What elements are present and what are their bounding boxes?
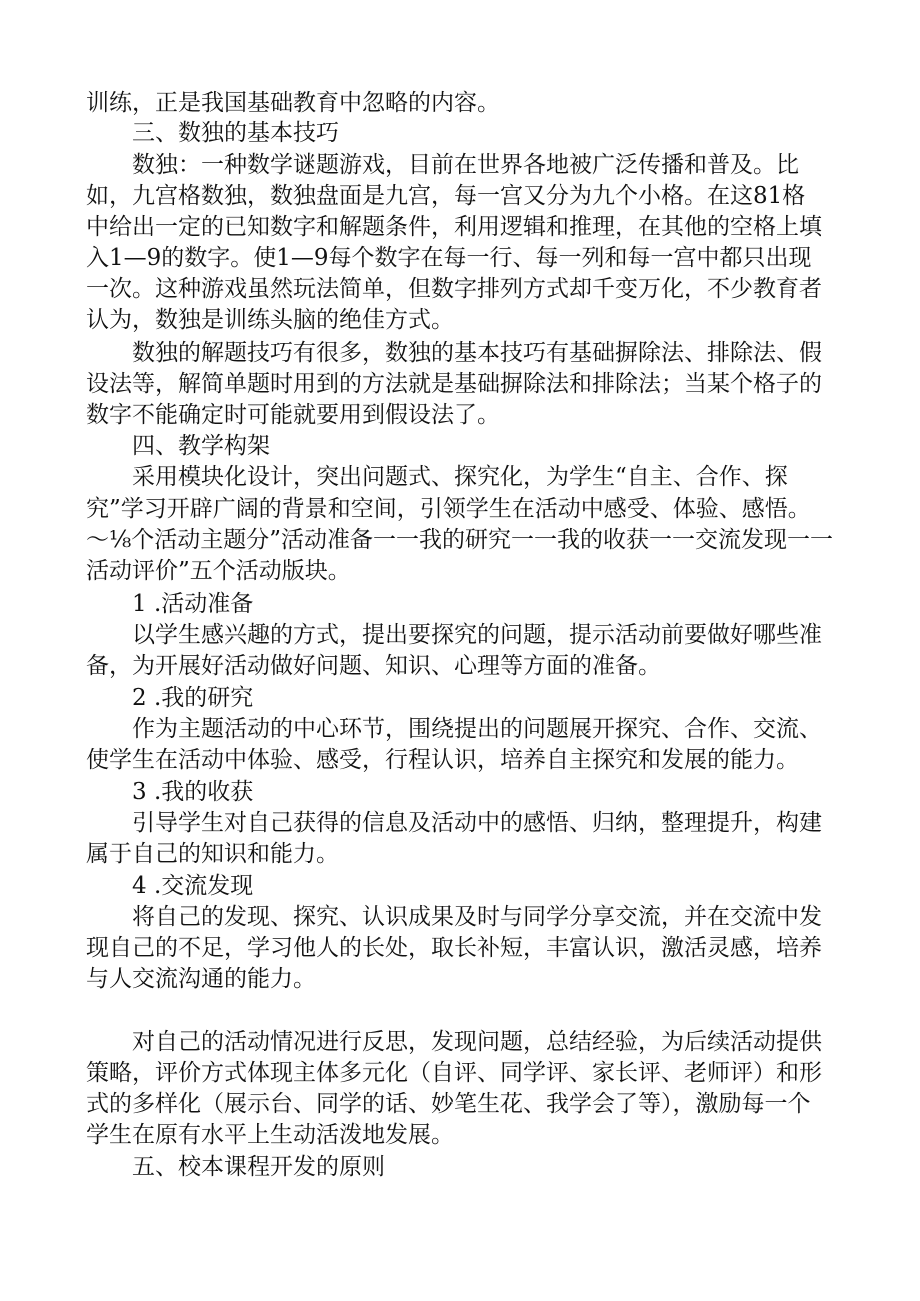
item2-heading: 2 .我的研究 <box>132 685 254 711</box>
item3-body-line-1: 引导学生对自己获得的信息及活动中的感悟、归纳，整理提升，构建 <box>132 810 822 836</box>
section4-heading: 四、教学构架 <box>132 433 270 459</box>
item3-body-line-2: 属于自己的知识和能力。 <box>86 841 339 867</box>
item2-body-line-2: 使学生在活动中体验、感受，行程认识，培养自主探究和发展的能力。 <box>86 747 799 773</box>
section3-p1-line-3: 中给出一定的已知数字和解题条件，利用逻辑和推理，在其他的空格上填 <box>86 214 822 240</box>
section3-heading: 三、数独的基本技巧 <box>132 120 339 146</box>
item1-heading: 1 .活动准备 <box>132 591 254 617</box>
item2-body-line-1: 作为主题活动的中心环节，围绕提出的问题展开探究、合作、交流、 <box>132 716 822 742</box>
item3-heading: 3 .我的收获 <box>132 779 254 805</box>
item5-body-line-4: 学生在原有水平上生动活泼地发展。 <box>86 1122 454 1148</box>
section3-p2-line-3: 数字不能确定时可能就要用到假设法了。 <box>86 402 500 428</box>
item4-body-line-1: 将自己的发现、探究、认识成果及时与同学分享交流，并在交流中发 <box>132 904 822 930</box>
item5-body-line-1: 对自己的活动情况进行反思，发现问题，总结经验，为后续活动提供 <box>132 1029 822 1055</box>
item5-body-line-2: 策略，评价方式体现主体多元化（自评、同学评、家长评、老师评）和形 <box>86 1060 822 1086</box>
section3-p1-line-5: 一次。这种游戏虽然玩法简单，但数字排列方式却千变万化，不少教育者 <box>86 276 822 302</box>
item1-body-line-2: 备，为开展好活动做好问题、知识、心理等方面的准备。 <box>86 653 661 679</box>
section4-p1-line-4: 活动评价”五个活动版块。 <box>86 558 351 584</box>
item4-body-line-3: 与人交流沟通的能力。 <box>86 966 316 992</box>
item5-body-line-3: 式的多样化（展示台、同学的话、妙笔生花、我学会了等），激励每一个 <box>86 1091 811 1117</box>
section4-p1-line-3: ～⅛个活动主题分”活动准备一一我的研究一一我的收获一一交流发现一一 <box>86 527 834 553</box>
section4-p1-line-2: 究”学习开辟广阔的背景和空间，引领学生在活动中感受、体验、感悟。 <box>86 496 811 522</box>
section3-p1-line-1: 数独：一种数学谜题游戏，目前在世界各地被广泛传播和普及。比 <box>132 152 799 178</box>
intro-tail-line: 训练，正是我国基础教育中忽略的内容。 <box>86 90 500 116</box>
section3-p2-line-1: 数独的解题技巧有很多，数独的基本技巧有基础摒除法、排除法、假 <box>132 340 822 366</box>
item1-body-line-1: 以学生感兴趣的方式，提出要探究的问题，提示活动前要做好哪些准 <box>132 622 822 648</box>
section5-heading: 五、校本课程开发的原则 <box>132 1154 385 1180</box>
section3-p2-line-2: 设法等，解简单题时用到的方法就是基础摒除法和排除法；当某个格子的 <box>86 371 822 397</box>
section3-p1-line-6: 认为，数独是训练头脑的绝佳方式。 <box>86 307 454 333</box>
item4-body-line-2: 现自己的不足，学习他人的长处，取长补短，丰富认识，激活灵感，培养 <box>86 935 822 961</box>
item4-heading: 4 .交流发现 <box>132 873 254 899</box>
section3-p1-line-2: 如，九宫格数独，数独盘面是九宫，每一宫又分为九个小格。在这81格 <box>86 183 806 209</box>
section4-p1-line-1: 采用模块化设计，突出问题式、探究化，为学生“自主、合作、探 <box>132 464 788 490</box>
section3-p1-line-4: 入1—9的数字。使1—9每个数字在每一行、每一列和每一宫中都只出现 <box>86 245 812 271</box>
